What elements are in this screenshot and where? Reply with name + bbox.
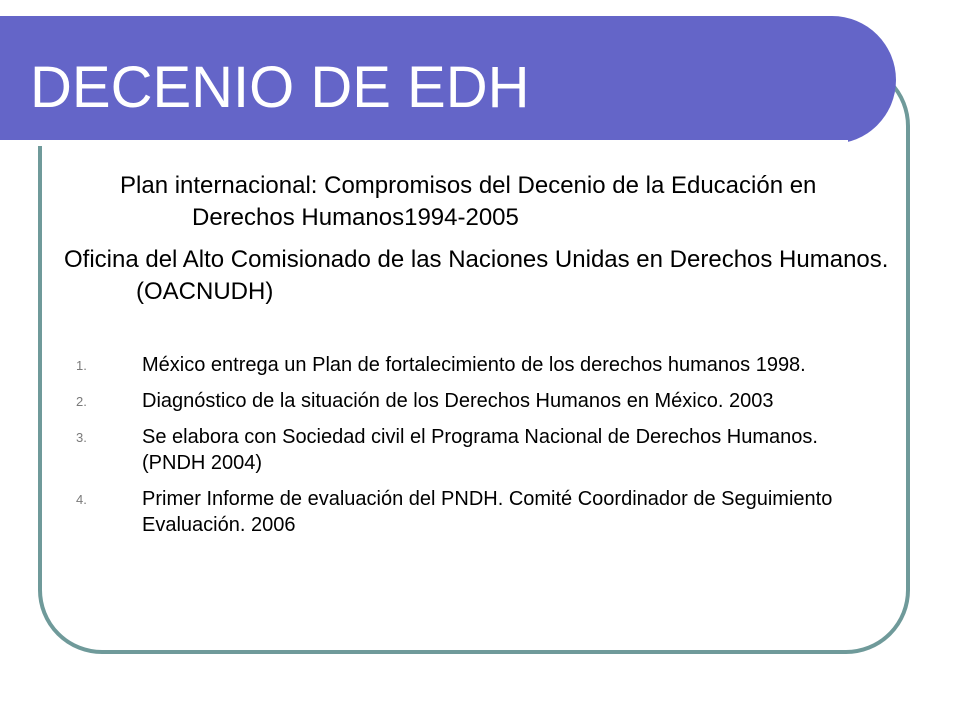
slide-title: DECENIO DE EDH bbox=[30, 55, 530, 120]
numbered-list bbox=[64, 352, 894, 538]
list-item-number: 1. bbox=[76, 358, 87, 373]
paragraph-oficina: Oficina del Alto Comisionado de las Naciones Unidas en Derechos Humanos. (OACNUDH) bbox=[64, 246, 889, 305]
list-item-number: 4. bbox=[76, 492, 87, 507]
list-item-number: 2. bbox=[76, 394, 87, 409]
list-item bbox=[64, 388, 872, 414]
list-item-text: México entrega un Plan de fortalecimiento de los derechos humanos 1998. bbox=[142, 354, 806, 376]
list-item-number: 3. bbox=[76, 430, 87, 445]
list-item bbox=[64, 486, 872, 538]
list-item-text: Diagnóstico de la situación de los Derechos Humanos en México. 2003 bbox=[142, 390, 774, 412]
paragraph-plan-internacional: Plan internacional: Compromisos del Decenio de la Educación en Derechos Humanos1994-2005 bbox=[120, 172, 817, 231]
title-underline bbox=[0, 140, 848, 146]
list-item bbox=[64, 424, 872, 476]
list-item-text: Primer Informe de evaluación del PNDH. Comité Coordinador de Seguimiento Evaluación. 2006 bbox=[142, 488, 833, 536]
list-item-text: Se elabora con Sociedad civil el Programa Nacional de Derechos Humanos. (PNDH 2004) bbox=[142, 426, 818, 474]
list-item bbox=[64, 352, 872, 378]
title-bar bbox=[0, 16, 896, 144]
slide-body bbox=[64, 170, 894, 548]
